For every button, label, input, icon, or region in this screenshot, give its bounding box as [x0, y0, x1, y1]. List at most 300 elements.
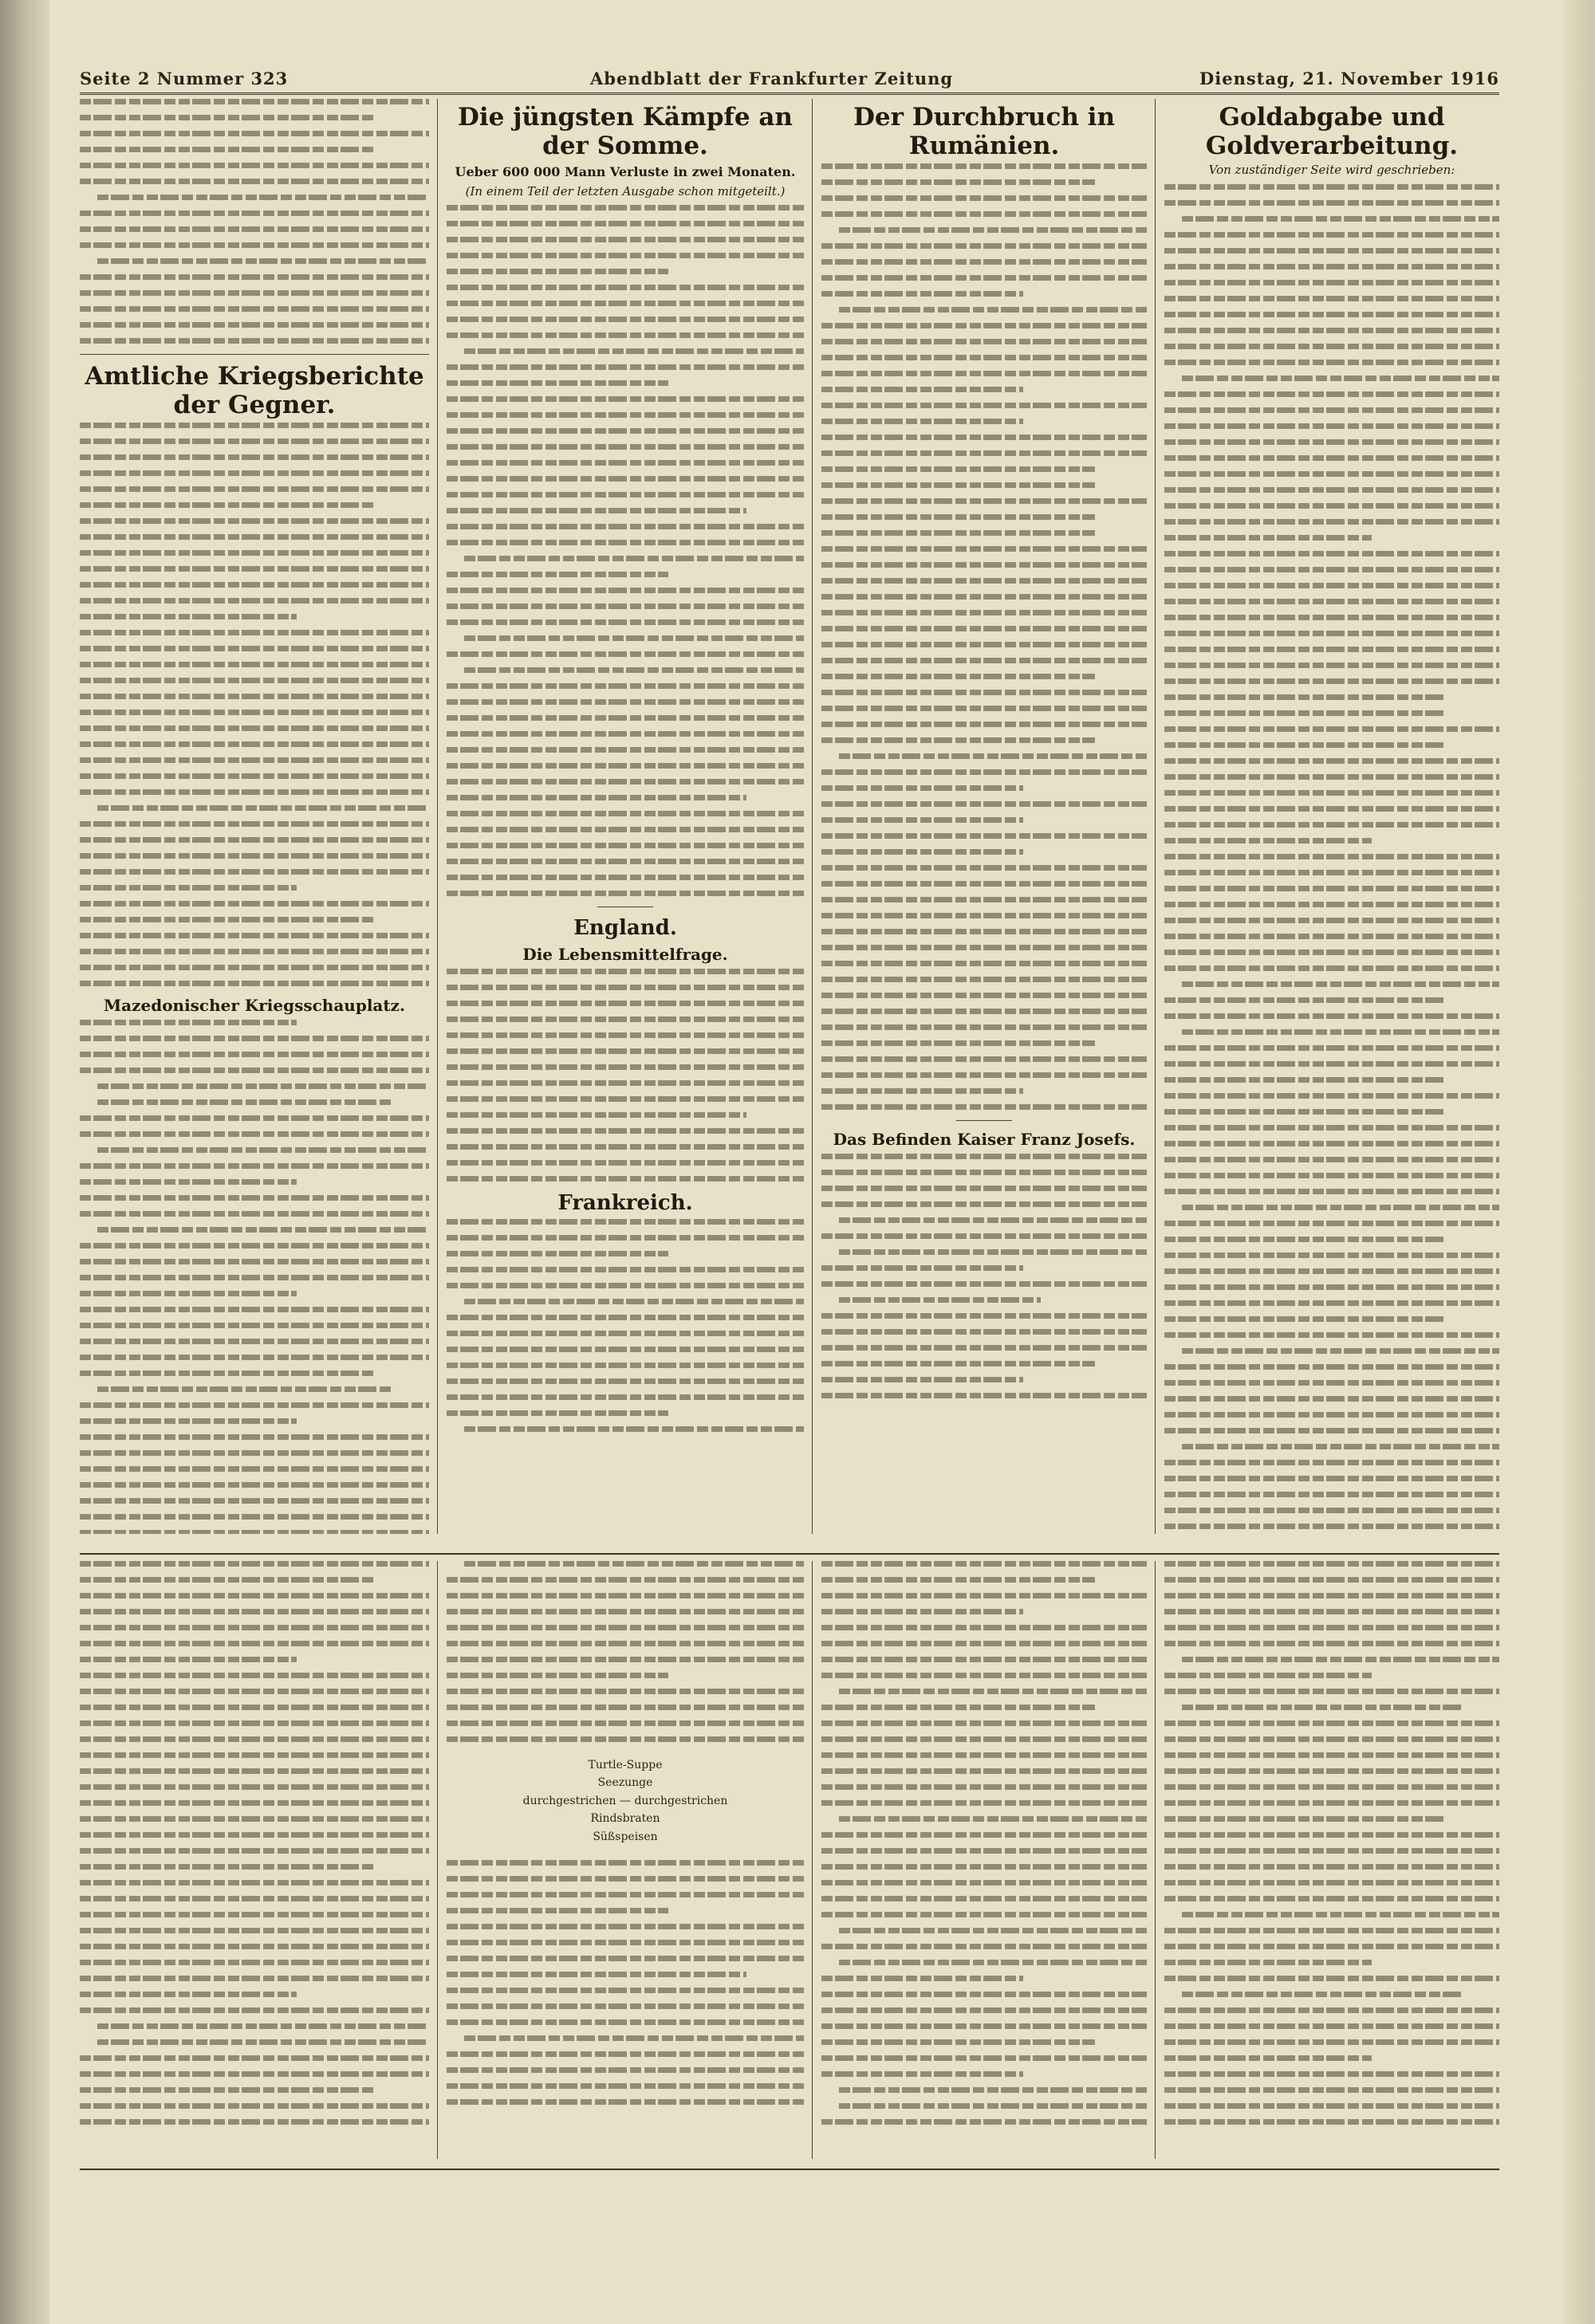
text-line — [447, 699, 804, 705]
text-line — [821, 1705, 1095, 1710]
text-line — [80, 423, 429, 428]
text-line — [1182, 1348, 1499, 1354]
text-line — [1164, 423, 1499, 429]
text-line — [447, 1625, 804, 1630]
text-line — [447, 508, 746, 513]
text-line — [80, 1673, 429, 1678]
text-line — [447, 1860, 804, 1866]
text-line — [80, 965, 429, 970]
feuilleton-rule — [80, 1553, 1499, 1555]
text-line — [821, 2023, 1147, 2029]
text-line — [447, 1689, 804, 1694]
text-line — [1164, 663, 1499, 668]
article-title: Der Durchbruch in Rumänien. — [853, 103, 1115, 160]
text-line — [821, 1880, 1147, 1886]
text-line — [1164, 726, 1499, 732]
text-line — [80, 1291, 297, 1296]
text-line — [1164, 615, 1499, 620]
text-line — [447, 1657, 804, 1662]
text-line — [80, 630, 429, 635]
article-title: Die jüngsten Kämpfe an der Somme. — [458, 103, 793, 160]
text-line — [821, 419, 1023, 424]
text-line — [80, 1418, 297, 1424]
text-line — [447, 412, 804, 418]
text-line — [447, 1128, 804, 1134]
text-line — [1164, 647, 1499, 652]
text-line — [80, 1275, 429, 1280]
text-line — [447, 763, 804, 769]
text-line — [1182, 1444, 1499, 1449]
text-line — [447, 1112, 746, 1118]
text-line — [447, 1736, 804, 1742]
text-line — [447, 588, 804, 593]
text-line — [1164, 790, 1499, 796]
text-line — [1164, 1609, 1499, 1614]
text-line — [447, 2051, 804, 2057]
text-line — [80, 1115, 429, 1121]
text-line — [1164, 1109, 1446, 1115]
text-line — [447, 1908, 668, 1913]
text-line — [821, 1377, 1023, 1382]
text-line — [80, 710, 429, 715]
text-line — [839, 2103, 1147, 2109]
text-line — [821, 387, 1023, 392]
text-line — [80, 550, 429, 556]
text-line — [821, 163, 1147, 169]
text-line — [821, 1944, 1147, 1949]
text-line — [1164, 1157, 1499, 1162]
text-line — [1164, 1476, 1499, 1481]
article-subtitle: Ueber 600 000 Mann Verluste in zwei Monaten. — [455, 164, 796, 180]
text-line — [1164, 1221, 1499, 1226]
text-line — [1164, 1300, 1499, 1306]
text-line — [1164, 200, 1499, 206]
text-line — [447, 1609, 804, 1614]
text-line — [1164, 1976, 1499, 1981]
text-line — [80, 821, 429, 827]
feuilleton-column-2 — [447, 1561, 804, 2159]
text-line — [821, 690, 1147, 695]
text-line — [80, 534, 429, 540]
text-line — [80, 163, 429, 168]
text-line — [821, 1720, 1147, 1726]
column-4 — [1164, 99, 1499, 1534]
text-line — [821, 642, 1147, 647]
text-line — [447, 715, 804, 721]
text-line — [80, 1657, 297, 1662]
text-line — [1164, 1141, 1499, 1146]
text-line — [821, 1593, 1147, 1598]
text-line — [1164, 1428, 1499, 1433]
text-line — [80, 1800, 429, 1806]
text-line — [821, 1281, 1147, 1287]
text-line — [1164, 774, 1499, 780]
text-line — [447, 2067, 804, 2073]
text-line — [447, 1160, 804, 1166]
text-line — [447, 1080, 804, 1086]
text-line — [80, 2055, 429, 2061]
text-line — [80, 306, 429, 312]
text-line — [1164, 1832, 1499, 1838]
masthead: Abendblatt der Frankfurter Zeitung — [590, 69, 954, 88]
text-line — [1164, 1816, 1446, 1822]
text-line — [80, 1036, 429, 1041]
text-line — [447, 811, 804, 816]
text-line — [80, 210, 429, 216]
section-title: Das Befinden Kaiser Franz Josefs. — [833, 1130, 1136, 1150]
text-line — [80, 1211, 429, 1217]
text-line — [1164, 1689, 1499, 1694]
text-line — [1164, 455, 1499, 461]
text-line — [447, 1032, 804, 1038]
text-line — [821, 1784, 1147, 1790]
text-line — [80, 1195, 429, 1201]
text-line — [1164, 1332, 1499, 1338]
text-line — [1164, 184, 1499, 190]
text-line — [1164, 360, 1499, 365]
text-line — [821, 1186, 1147, 1191]
text-line — [447, 1048, 804, 1054]
text-line — [447, 205, 804, 210]
text-line — [1164, 918, 1499, 923]
text-line — [447, 396, 804, 402]
text-line — [1164, 280, 1499, 285]
text-line — [80, 1163, 429, 1169]
text-line — [821, 817, 1023, 823]
text-line — [1164, 2119, 1499, 2125]
text-line — [1164, 344, 1499, 349]
text-line — [80, 1641, 429, 1646]
text-line — [80, 1593, 429, 1598]
issue-date: Dienstag, 21. November 1916 — [1199, 69, 1499, 88]
text-line — [1164, 870, 1499, 875]
text-line — [821, 1024, 1147, 1030]
binding-edge — [0, 0, 49, 2324]
text-line — [447, 1924, 804, 1929]
text-line — [821, 897, 1147, 902]
text-line — [80, 115, 373, 120]
text-line — [80, 242, 429, 248]
text-line — [80, 1896, 429, 1901]
text-line — [80, 99, 429, 104]
text-line — [821, 1848, 1147, 1854]
text-line — [821, 1752, 1147, 1758]
text-line — [80, 646, 429, 651]
text-line — [1164, 758, 1499, 764]
text-line — [447, 843, 804, 848]
text-line — [80, 470, 429, 476]
text-line — [821, 674, 1095, 679]
text-line — [1164, 567, 1499, 572]
menu-list: Turtle-Suppe Seezunge durchgestrichen — durchgestrichen Rindsbraten Süßspeisen — [522, 1759, 728, 1843]
text-line — [839, 1960, 1147, 1965]
text-line — [80, 2087, 373, 2093]
text-line — [821, 1393, 1147, 1398]
text-line — [821, 530, 1095, 536]
page-edge — [1563, 0, 1595, 2324]
text-line — [80, 726, 429, 731]
text-line — [821, 211, 1147, 217]
text-line — [821, 1009, 1147, 1014]
text-line — [1164, 1077, 1446, 1083]
text-line — [839, 2087, 1147, 2093]
text-line — [821, 243, 1147, 249]
text-line — [80, 438, 429, 444]
text-line — [1182, 1992, 1463, 1997]
text-line — [80, 1577, 373, 1583]
text-line — [80, 1323, 429, 1328]
text-line — [821, 610, 1147, 615]
text-line — [1164, 1396, 1499, 1402]
text-line — [80, 694, 429, 699]
text-line — [80, 1052, 429, 1057]
text-line — [80, 773, 429, 779]
text-line — [1164, 1284, 1499, 1290]
text-line — [821, 1609, 1023, 1614]
text-line — [80, 147, 373, 152]
text-line — [80, 1450, 429, 1456]
text-line — [80, 1992, 297, 1997]
text-line — [80, 1355, 429, 1360]
text-line — [1164, 1380, 1499, 1386]
text-line — [1164, 407, 1499, 413]
text-line — [447, 1972, 746, 1977]
text-line — [821, 881, 1147, 887]
text-line — [464, 635, 804, 641]
text-line — [447, 1673, 668, 1678]
text-line — [821, 1673, 1147, 1678]
text-line — [97, 1147, 429, 1153]
text-line — [1164, 806, 1499, 812]
text-line — [1164, 503, 1499, 509]
text-line — [80, 757, 429, 763]
text-line — [1164, 838, 1372, 843]
text-line — [1164, 710, 1446, 716]
text-line — [447, 795, 746, 800]
text-line — [464, 1299, 804, 1304]
article-intro: Von zuständiger Seite wird geschrieben: — [1208, 163, 1455, 178]
text-line — [821, 2071, 1023, 2077]
text-line — [1164, 248, 1499, 254]
text-line — [80, 1370, 373, 1376]
text-line — [447, 332, 804, 338]
text-line — [447, 1001, 804, 1006]
text-line — [80, 1339, 429, 1344]
text-line — [821, 1313, 1147, 1319]
text-line — [1164, 1800, 1499, 1806]
text-line — [821, 355, 1147, 360]
text-line — [821, 1056, 1147, 1062]
text-line — [1164, 854, 1499, 859]
text-line — [1164, 1625, 1499, 1630]
text-line — [821, 562, 1147, 568]
text-line — [80, 678, 429, 683]
text-line — [447, 891, 804, 896]
text-line — [821, 1170, 1147, 1175]
text-line — [1164, 950, 1499, 955]
text-line — [97, 1099, 391, 1105]
text-line — [97, 1083, 429, 1089]
text-line — [447, 572, 668, 577]
section-subtitle: Die Lebensmittelfrage. — [522, 944, 728, 964]
text-line — [97, 2023, 429, 2029]
text-line — [1164, 519, 1499, 525]
text-line — [447, 651, 804, 657]
text-line — [97, 258, 429, 264]
text-line — [821, 1912, 1147, 1917]
text-line — [447, 1267, 804, 1272]
text-line — [1182, 981, 1499, 987]
text-line — [821, 498, 1147, 504]
text-line — [839, 753, 1147, 759]
text-line — [821, 833, 1147, 839]
text-line — [821, 1768, 1147, 1774]
text-line — [821, 1361, 1095, 1366]
text-line — [447, 1096, 804, 1102]
text-line — [821, 195, 1147, 201]
text-line — [447, 2083, 804, 2089]
text-line — [447, 731, 804, 737]
text-line — [821, 769, 1147, 775]
text-line — [80, 1307, 429, 1312]
feuilleton-column-1 — [80, 1561, 429, 2159]
text-line — [80, 1832, 429, 1838]
text-line — [821, 323, 1147, 328]
text-line — [821, 2007, 1147, 2013]
text-line — [447, 524, 804, 529]
text-line — [80, 1816, 429, 1822]
text-line — [80, 1752, 429, 1758]
text-line — [1164, 2023, 1499, 2029]
text-line — [447, 460, 804, 466]
text-line — [1164, 1928, 1499, 1933]
section-title: England. — [573, 915, 677, 940]
text-line — [80, 1259, 429, 1264]
text-line — [1164, 1896, 1499, 1901]
text-line — [447, 428, 804, 434]
column-rule — [437, 99, 438, 1534]
text-line — [1182, 1029, 1499, 1035]
text-line — [80, 837, 429, 843]
text-line — [821, 1154, 1147, 1159]
text-line — [821, 961, 1147, 966]
text-line — [1164, 1460, 1499, 1465]
text-line — [821, 801, 1147, 807]
text-line — [821, 1345, 1147, 1351]
text-line — [447, 969, 804, 974]
text-line — [1164, 2039, 1499, 2045]
text-line — [447, 1315, 804, 1320]
text-line — [1164, 678, 1499, 684]
text-line — [1164, 631, 1499, 636]
text-line — [1164, 1364, 1499, 1370]
text-line — [80, 1020, 297, 1025]
text-line — [821, 993, 1147, 998]
text-line — [839, 1297, 1041, 1303]
text-line — [80, 1179, 297, 1185]
text-line — [80, 1928, 429, 1933]
text-line — [1164, 1673, 1372, 1678]
text-line — [821, 1088, 1023, 1094]
text-line — [80, 789, 429, 795]
text-line — [447, 301, 804, 306]
text-line — [447, 827, 804, 832]
text-line — [80, 1705, 429, 1710]
text-line — [821, 1040, 1095, 1046]
feuilleton-column-4 — [1164, 1561, 1499, 2159]
text-line — [80, 502, 373, 508]
text-line — [1164, 1093, 1499, 1099]
text-line — [97, 195, 429, 200]
text-line — [447, 875, 804, 880]
text-line — [447, 1410, 668, 1416]
text-line — [447, 1144, 804, 1150]
text-line — [821, 435, 1147, 440]
text-line — [1164, 296, 1499, 301]
text-line — [1164, 1173, 1499, 1178]
text-line — [1164, 439, 1499, 445]
text-line — [80, 131, 429, 136]
text-line — [1182, 1205, 1499, 1210]
text-line — [821, 291, 1023, 297]
text-line — [1164, 1061, 1499, 1067]
text-line — [821, 1577, 1095, 1583]
text-line — [821, 1329, 1147, 1335]
text-line — [1164, 1768, 1499, 1774]
text-line — [447, 859, 804, 864]
text-line — [1164, 1412, 1499, 1418]
text-line — [1164, 551, 1499, 556]
text-line — [839, 1928, 1147, 1933]
text-line — [821, 2055, 1147, 2061]
text-line — [80, 1768, 429, 1774]
text-line — [447, 317, 804, 322]
text-line — [839, 1217, 1147, 1223]
text-line — [1164, 487, 1499, 493]
text-line — [447, 1064, 804, 1070]
text-line — [447, 1892, 804, 1897]
text-line — [821, 2119, 1147, 2125]
text-line — [80, 1498, 429, 1504]
text-line — [1164, 1189, 1499, 1194]
text-line — [447, 1017, 804, 1022]
text-line — [1164, 1252, 1499, 1258]
text-line — [839, 1249, 1147, 1255]
page-header — [80, 65, 1499, 95]
text-line — [821, 259, 1147, 265]
text-line — [447, 1705, 804, 1710]
text-line — [80, 853, 429, 859]
text-line — [1164, 1720, 1499, 1726]
column-2 — [447, 99, 804, 1534]
text-line — [80, 1689, 429, 1694]
text-line — [821, 1641, 1147, 1646]
text-line — [80, 226, 429, 232]
text-line — [80, 598, 429, 604]
text-line — [1164, 934, 1499, 939]
text-line — [839, 1816, 1147, 1822]
text-line — [447, 1378, 804, 1384]
column-1 — [80, 99, 429, 1534]
text-line — [447, 1988, 804, 1993]
text-line — [80, 518, 429, 524]
text-line — [447, 380, 668, 386]
text-line — [80, 1720, 429, 1726]
text-line — [80, 741, 429, 747]
text-line — [1164, 2055, 1372, 2061]
column-3 — [821, 99, 1147, 1534]
text-line — [464, 2035, 804, 2041]
